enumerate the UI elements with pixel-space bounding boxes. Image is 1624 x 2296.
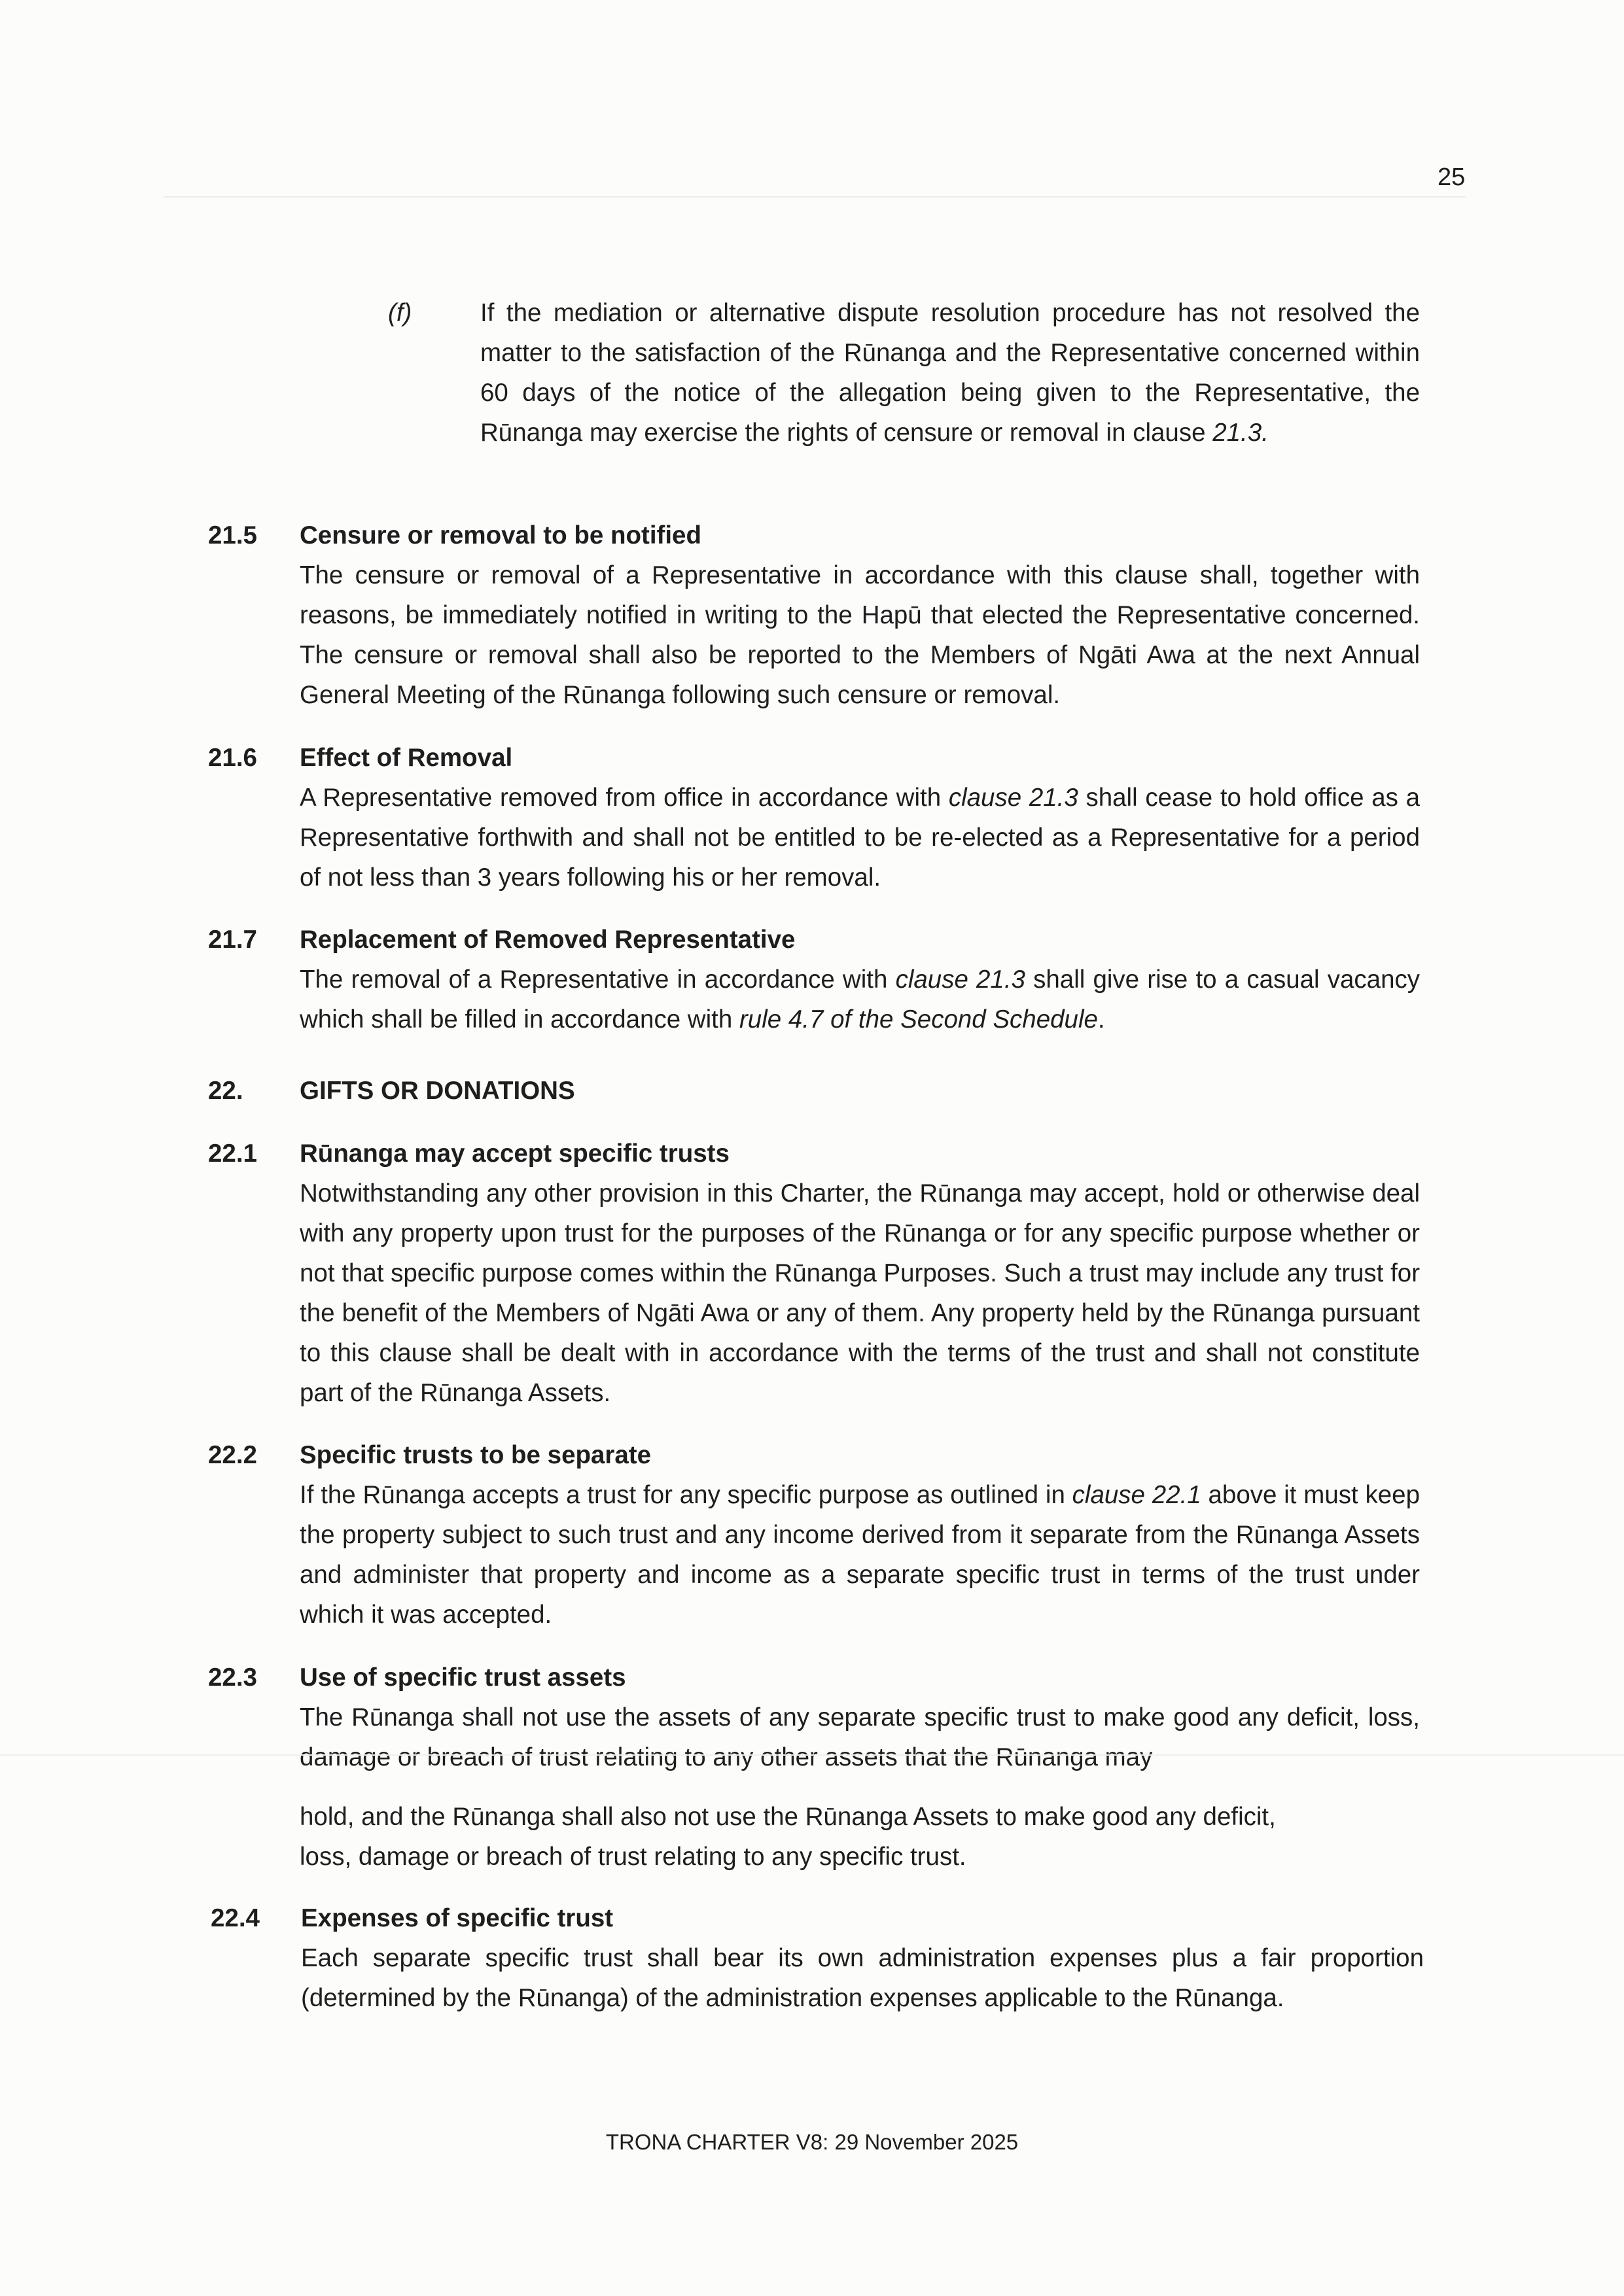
- paragraph-f-body: If the mediation or alternative dispute resolution procedure has not resolved the matter to the satisfaction of the Rūnanga and the Representative concerned within 60 days of the notice of the allegation being given to the Representative, the Rūnanga may exercise the rights of censure or removal in clause: [480, 299, 1420, 447]
- paragraph-f-label: (f): [388, 299, 412, 327]
- section-22-2-text: [300, 1475, 1420, 1635]
- scan-page-seam: [0, 1754, 1624, 1756]
- section-21-6-body-a: A Representative removed from office in accordance with: [300, 784, 949, 812]
- footer-document-version: TRONA CHARTER V8: 29 November 2025: [605, 2130, 1019, 2154]
- section-21-6-text: [300, 778, 1420, 897]
- section-22-3-heading: Use of specific trust assets: [300, 1663, 626, 1692]
- header-divider: [164, 196, 1466, 198]
- paragraph-f-text: [480, 293, 1420, 453]
- section-22-number: 22.: [208, 1077, 243, 1105]
- section-21-6-number: 21.6: [208, 744, 257, 772]
- section-21-7-body-a: The removal of a Representative in accordance with: [300, 965, 896, 994]
- section-21-7-heading: Replacement of Removed Representative: [300, 926, 796, 954]
- section-22-1-text: Notwithstanding any other provision in this Charter, the Rūnanga may accept, hold or otherwise deal with any property upon trust for the purposes of the Rūnanga or for any specific purpose whether or not that specific purpose comes within the Rūnanga Purposes. Such a trust may include any trust for the benefit of the Members of Ngāti Awa or any of them. Any property held by the Rūnanga pursuant to this clause shall be dealt with in accordance with the terms of the trust and shall not constitute part of the Rūnanga Assets.: [300, 1179, 1421, 1407]
- section-21-5-text: The censure or removal of a Representative in accordance with this clause shall, together with reasons, be immediately notified in writing to the Hapū that elected the Representative concerned. The censure or removal shall also be reported to the Members of Ngāti Awa at the next Annual General Meeting of the Rūnanga following such censure or removal.: [300, 561, 1420, 709]
- section-22-1-heading: Rūnanga may accept specific trusts: [300, 1139, 730, 1168]
- section-21-6-body-b: shall cease to hold office as a Representative forthwith and shall not be entitled to be re-elected as a Representative for a period of not less than 3 years following his or her removal.: [300, 784, 1420, 892]
- section-21-7-number: 21.7: [208, 926, 257, 954]
- section-22-3-text-b-line-2: loss, damage or breach of trust relating to any specific trust.: [300, 1843, 966, 1871]
- section-22-4-number: 22.4: [211, 1904, 260, 1932]
- section-22-heading: GIFTS OR DONATIONS: [300, 1077, 575, 1105]
- section-22-3-text-b-line-1: hold, and the Rūnanga shall also not use the Rūnanga Assets to make good any deficit,: [300, 1803, 1276, 1831]
- section-21-6-clause-ref: clause 21.3: [948, 784, 1078, 812]
- section-21-7-text: [300, 960, 1420, 1039]
- section-21-5-heading: Censure or removal to be notified: [300, 521, 701, 549]
- section-22-2-body-b: above it must keep the property subject to such trust and any income derived from it separate from the Rūnanga Assets and administer that property and income as a separate specific trust in terms of the trust under which it was accepted.: [300, 1481, 1420, 1629]
- section-22-3-text-a: The Rūnanga shall not use the assets of any separate specific trust to make good any deficit, loss, damage or breach of trust relating to any other assets that the Rūnanga may: [300, 1703, 1420, 1771]
- section-22-1-number: 22.1: [208, 1139, 257, 1168]
- section-22-3-number: 22.3: [208, 1663, 257, 1692]
- section-21-6-heading: Effect of Removal: [300, 744, 513, 772]
- section-21-7-rule-ref: rule 4.7 of the Second Schedule: [739, 1005, 1098, 1034]
- section-22-2-body-a: If the Rūnanga accepts a trust for any specific purpose as outlined in: [300, 1481, 1072, 1509]
- section-22-4-heading: Expenses of specific trust: [301, 1904, 614, 1932]
- section-21-7-body-c: .: [1097, 1005, 1105, 1034]
- section-22-4-text: Each separate specific trust shall bear its own administration expenses plus a fair proportion (determined by the Rūnanga) of the administration expenses applicable to the Rūnanga.: [301, 1944, 1424, 2012]
- page-number: 25: [1438, 164, 1466, 191]
- section-22-2-heading: Specific trusts to be separate: [300, 1441, 652, 1469]
- paragraph-f-clause-ref: 21.3.: [1212, 419, 1269, 447]
- section-21-7-body-b: shall give rise to a casual vacancy which shall be filled in accordance with: [300, 965, 1421, 1034]
- section-22-2-number: 22.2: [208, 1441, 257, 1469]
- section-21-7-clause-ref: clause 21.3: [895, 965, 1025, 994]
- section-21-5-number: 21.5: [208, 521, 257, 549]
- section-22-2-clause-ref: clause 22.1: [1072, 1481, 1201, 1509]
